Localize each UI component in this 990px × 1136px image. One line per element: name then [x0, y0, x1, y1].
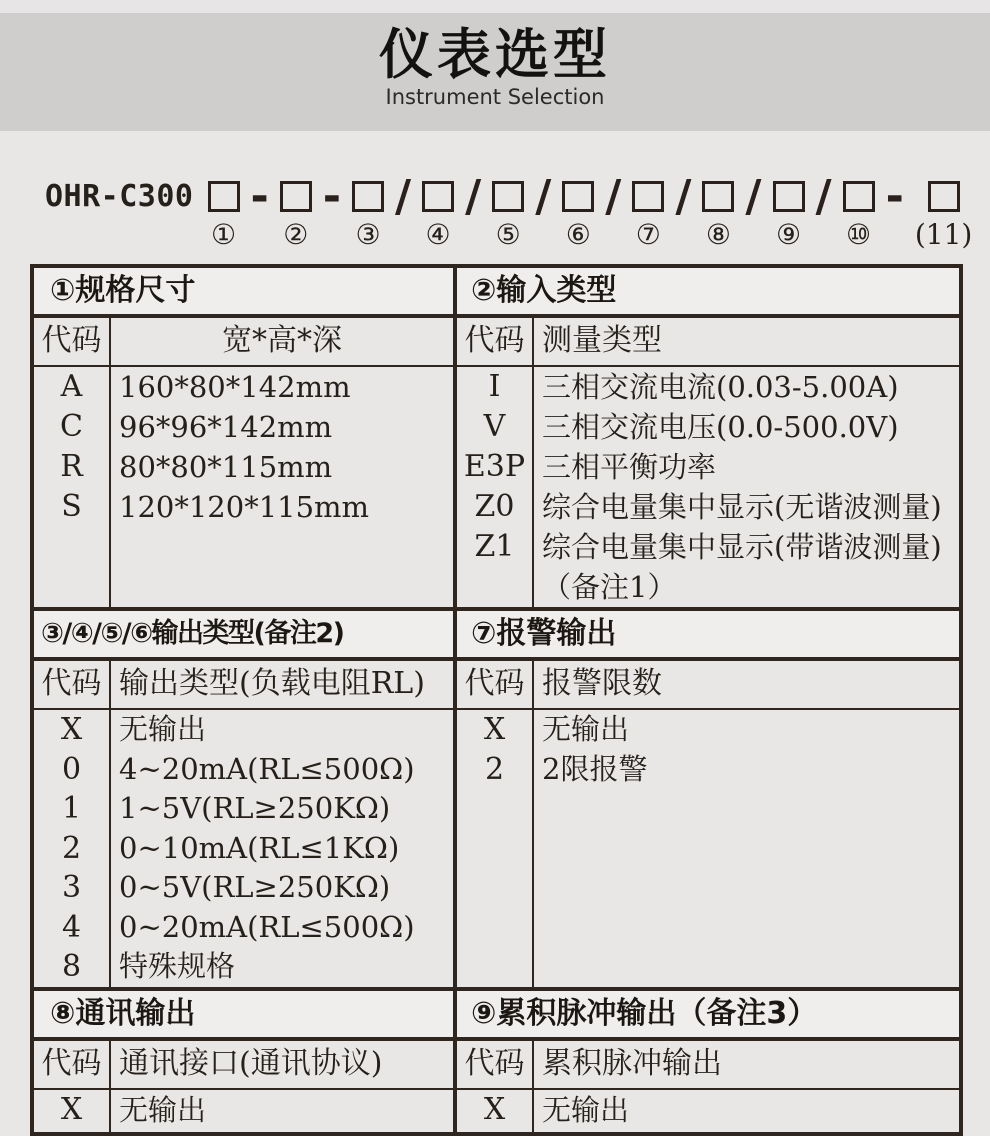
position-number-9: ⑨	[775, 218, 802, 251]
code-value: X	[60, 712, 83, 747]
code-value: A	[60, 369, 83, 404]
desc-value: 三相交流电流(0.03-5.00A)	[542, 370, 899, 404]
col-header-code: 代码	[34, 318, 111, 365]
desc-value: 1~5V(RL≥250KΩ)	[119, 791, 391, 825]
col-header-dimensions: 宽*高*深	[111, 318, 457, 365]
model-code-box-2	[280, 181, 312, 212]
model-code-box-6	[562, 181, 594, 212]
col-header-comm-interface: 通讯接口(通讯协议)	[111, 1041, 457, 1088]
model-code-box-9	[773, 181, 805, 212]
desc-value: 无输出	[119, 712, 207, 746]
model-code-box-3	[352, 181, 384, 212]
desc-value: 综合电量集中显示(无谐波测量)	[542, 490, 942, 524]
col-header-code: 代码	[34, 1041, 111, 1088]
model-separator-dash: -	[885, 171, 904, 222]
column-header-row	[34, 318, 959, 367]
section-title-input: ②输入类型	[471, 273, 617, 308]
model-code-position-2	[280, 181, 312, 250]
column-header-row	[34, 1041, 959, 1090]
desc-value: 三相交流电压(0.0-500.0V)	[542, 410, 899, 444]
model-code-box-11	[928, 181, 960, 212]
position-number-4: ④	[425, 218, 451, 251]
code-column	[34, 367, 111, 607]
model-code-line	[45, 171, 990, 251]
model-separator-slash: /	[465, 171, 482, 222]
section-output-and-alarm	[34, 607, 959, 987]
code-value: 3	[61, 870, 82, 905]
desc-value: （备注1）	[542, 570, 677, 604]
page-subtitle: Instrument Selection	[385, 85, 605, 109]
desc-column	[534, 367, 959, 607]
model-separator-slash: /	[605, 171, 622, 222]
section-title-size: ①规格尺寸	[34, 268, 457, 314]
position-number-1: ①	[210, 218, 237, 251]
section-data-rows	[34, 367, 959, 607]
section-data-rows	[34, 1090, 959, 1132]
model-code-position-6	[562, 181, 594, 250]
desc-value: 无输出	[119, 1093, 207, 1127]
code-column	[457, 367, 534, 607]
desc-column	[111, 1090, 457, 1132]
code-value: V	[483, 409, 506, 444]
model-code-box-8	[702, 181, 734, 212]
code-value: I	[488, 369, 501, 404]
code-column	[457, 1090, 534, 1132]
col-header-measure-type: 测量类型	[542, 323, 662, 358]
code-column	[34, 710, 111, 987]
selection-table	[30, 264, 963, 1136]
section-size-and-input	[34, 268, 959, 607]
section-title-alarm: ⑦报警输出	[471, 616, 617, 651]
title-band	[0, 13, 990, 131]
model-code-position-1	[208, 181, 240, 250]
desc-value: 0~20mA(RL≤500Ω)	[119, 909, 415, 944]
model-separator-slash: /	[675, 171, 692, 222]
model-code-position-3	[352, 181, 384, 250]
page-title: 仪表选型	[379, 23, 611, 86]
position-number-5: ⑤	[495, 218, 521, 251]
code-value: Z0	[474, 489, 515, 524]
code-value: 1	[61, 791, 82, 826]
desc-value: 160*80*142mm	[119, 370, 351, 404]
col-header-output-type: 输出类型(负载电阻RL)	[111, 661, 457, 708]
model-code-position-9	[773, 181, 805, 250]
desc-value: 无输出	[542, 1093, 630, 1127]
section-title-output: ③/④/⑤/⑥输出类型(备注2)	[34, 611, 457, 657]
model-prefix: OHR-C300	[45, 179, 194, 214]
col-header-code: 代码	[457, 1041, 534, 1088]
model-code-position-10	[843, 181, 875, 250]
section-title-comm: ⑧通讯输出	[34, 991, 457, 1037]
model-separator-dash: -	[250, 171, 269, 222]
code-value: Z1	[474, 529, 515, 564]
model-separator-slash: /	[815, 171, 832, 222]
code-value: C	[60, 409, 83, 444]
section-data-rows	[34, 710, 959, 987]
position-number-8: ⑧	[705, 218, 731, 251]
desc-column	[111, 367, 457, 607]
code-value: S	[61, 489, 82, 524]
section-header-row	[34, 611, 959, 661]
code-value: 8	[61, 949, 82, 984]
column-header-row	[34, 661, 959, 710]
section-comm-and-pulse	[34, 987, 959, 1132]
code-value: X	[483, 712, 506, 747]
code-value: X	[60, 1092, 83, 1127]
model-separator-dash: -	[322, 171, 342, 222]
code-value: 2	[61, 830, 82, 866]
top-strip	[0, 0, 990, 13]
col-header-code: 代码	[457, 318, 534, 365]
code-value	[457, 567, 532, 607]
model-code-box-10	[843, 181, 875, 212]
position-number-2: ②	[283, 218, 309, 251]
model-code-position-7	[632, 181, 664, 250]
desc-value: 96*96*142mm	[119, 410, 333, 444]
code-value: 2	[484, 751, 505, 787]
desc-column	[111, 710, 457, 987]
col-header-code: 代码	[457, 661, 534, 708]
code-value: X	[483, 1092, 506, 1127]
desc-value: 综合电量集中显示(带谐波测量)	[542, 530, 942, 564]
model-code-position-8	[702, 181, 734, 250]
model-code-position-4	[422, 181, 454, 250]
desc-value: 无输出	[542, 712, 630, 746]
desc-value: 4~20mA(RL≤500Ω)	[119, 751, 415, 786]
desc-value: 0~5V(RL≥250KΩ)	[119, 870, 391, 904]
code-value: R	[60, 449, 83, 484]
position-number-10: ⑩	[846, 218, 872, 251]
section-title-pulse: ⑨累积脉冲输出（备注3）	[471, 996, 818, 1031]
model-separator-slash: /	[745, 171, 762, 222]
desc-value: 120*120*115mm	[119, 490, 370, 524]
model-separator-slash: /	[395, 171, 412, 222]
desc-value: 0~10mA(RL≤1KΩ)	[119, 830, 400, 865]
model-code-box-5	[492, 181, 524, 212]
desc-column	[534, 1090, 959, 1132]
code-value: 4	[61, 909, 82, 945]
position-number-11: (11)	[914, 218, 973, 251]
code-value: E3P	[463, 449, 526, 484]
desc-value: 三相平衡功率	[542, 450, 717, 484]
code-column	[457, 710, 534, 987]
code-column	[34, 1090, 111, 1132]
desc-value: 特殊规格	[119, 949, 236, 983]
code-value: 0	[61, 751, 82, 787]
col-header-alarm-limit: 报警限数	[542, 666, 662, 701]
model-separator-slash: /	[535, 171, 552, 222]
col-header-code: 代码	[34, 661, 111, 708]
desc-column	[534, 710, 959, 987]
model-code-box-1	[208, 181, 240, 212]
model-code-box-4	[422, 181, 454, 212]
position-number-7: ⑦	[635, 218, 661, 251]
desc-value: 80*80*115mm	[119, 450, 333, 484]
position-number-3: ③	[355, 218, 381, 251]
col-header-pulse-output: 累积脉冲输出	[542, 1046, 722, 1081]
section-header-row	[34, 991, 959, 1041]
desc-value: 2限报警	[542, 751, 648, 786]
model-code-position-5	[492, 181, 524, 250]
model-code-position-11	[915, 181, 972, 250]
model-code-box-7	[632, 181, 664, 212]
section-header-row	[34, 268, 959, 318]
position-number-6: ⑥	[565, 218, 591, 251]
